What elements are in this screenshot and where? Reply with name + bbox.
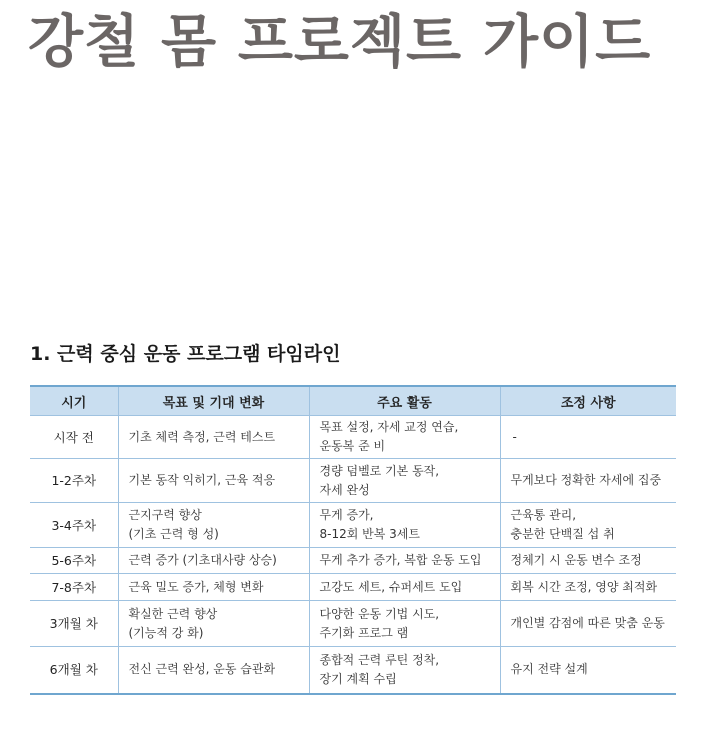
- adjustment-cell: [500, 647, 676, 694]
- header-activity: 주요 활동: [309, 386, 500, 416]
- activity-cell: [309, 548, 500, 574]
- activity-cell: [309, 601, 500, 647]
- cell-text: 목표 설정, 자세 교정 연습,: [319, 420, 459, 434]
- cell-text: 확실한 근력 향상: [128, 606, 218, 621]
- cell-text: 경량 덤벨로 기본 동작,: [319, 463, 440, 478]
- cell-text: 다양한 운동 기법 시도,: [319, 606, 440, 621]
- table-row: [30, 459, 676, 503]
- header-period: 시기: [30, 386, 118, 416]
- adjustment-cell: [500, 574, 676, 601]
- goal-cell: [118, 503, 309, 548]
- cell-text: 종합적 근력 루틴 정착,: [319, 652, 440, 667]
- table-row: [30, 647, 676, 694]
- table-header-row: [30, 386, 676, 416]
- activity-cell: [309, 416, 500, 459]
- period-cell: 7-8주차: [30, 574, 118, 601]
- cell-text: 정체기 시 운동 변수 조정: [510, 553, 642, 567]
- cell-text: 회복 시간 조정, 영양 최적화: [510, 579, 658, 594]
- cell-text: 충분한 단백질 섭 취: [510, 527, 615, 541]
- goal-cell: [118, 601, 309, 647]
- goal-cell: [118, 647, 309, 694]
- adjustment-cell: [500, 601, 676, 647]
- adjustment-cell: [500, 416, 676, 459]
- table-row: [30, 416, 676, 459]
- cell-text: 장기 계획 수립: [319, 671, 397, 686]
- cell-text: 유지 전략 설계: [510, 662, 588, 677]
- table-row: [30, 601, 676, 647]
- adjustment-cell: [500, 459, 676, 503]
- cell-text: 근육 밀도 증가, 체형 변화: [128, 579, 264, 594]
- activity-cell: [309, 574, 500, 601]
- cell-text: 무게 증가,: [319, 508, 374, 522]
- header-adjustment: 조정 사항: [500, 386, 676, 416]
- cell-text: 근력 증가 (기초대사량 상승): [128, 553, 277, 567]
- cell-text: 개인별 감점에 따른 맞춤 운동: [510, 616, 665, 630]
- header-goal: 목표 및 기대 변화: [118, 386, 309, 416]
- cell-text: 기본 동작 익히기, 근육 적응: [128, 473, 276, 487]
- cell-text: 운동복 준 비: [319, 439, 386, 453]
- table-row: [30, 548, 676, 574]
- period-cell: 1-2주차: [30, 459, 118, 503]
- cell-text: -: [512, 429, 517, 444]
- cell-text: 근지구력 향상: [128, 508, 202, 522]
- section-heading: 1. 근력 중심 운동 프로그램 타임라인: [30, 343, 341, 365]
- cell-text: 고강도 세트, 슈퍼세트 도입: [319, 579, 463, 594]
- cell-text: 무게 추가 증가, 복합 운동 도입: [319, 553, 482, 567]
- cell-text: 전신 근력 완성, 운동 습관화: [128, 662, 276, 677]
- cell-text: 기초 체력 측정, 근력 테스트: [128, 429, 276, 444]
- page-title: 강철 몸 프로젝트 가이드: [28, 9, 652, 75]
- table-row: [30, 503, 676, 548]
- goal-cell: [118, 574, 309, 601]
- cell-text: 8-12회 반복 3세트: [319, 527, 420, 541]
- period-cell: 3-4주차: [30, 503, 118, 548]
- adjustment-cell: [500, 503, 676, 548]
- cell-text: 자세 완성: [319, 482, 370, 497]
- goal-cell: [118, 548, 309, 574]
- table-row: [30, 574, 676, 601]
- period-cell: 5-6주차: [30, 548, 118, 574]
- adjustment-cell: [500, 548, 676, 574]
- activity-cell: [309, 459, 500, 503]
- cell-text: (기초 근력 형 성): [128, 527, 219, 541]
- period-cell: 3개월 차: [30, 601, 118, 647]
- activity-cell: [309, 503, 500, 548]
- cell-text: 근육통 관리,: [510, 508, 577, 522]
- activity-cell: [309, 647, 500, 694]
- goal-cell: [118, 416, 309, 459]
- period-cell: 6개월 차: [30, 647, 118, 694]
- cell-text: (기능적 강 화): [128, 625, 204, 640]
- period-cell: 시작 전: [30, 416, 118, 459]
- cell-text: 무게보다 정확한 자세에 집중: [510, 473, 662, 487]
- goal-cell: [118, 459, 309, 503]
- cell-text: 주기화 프로그 램: [319, 625, 409, 640]
- timeline-table: [30, 385, 676, 695]
